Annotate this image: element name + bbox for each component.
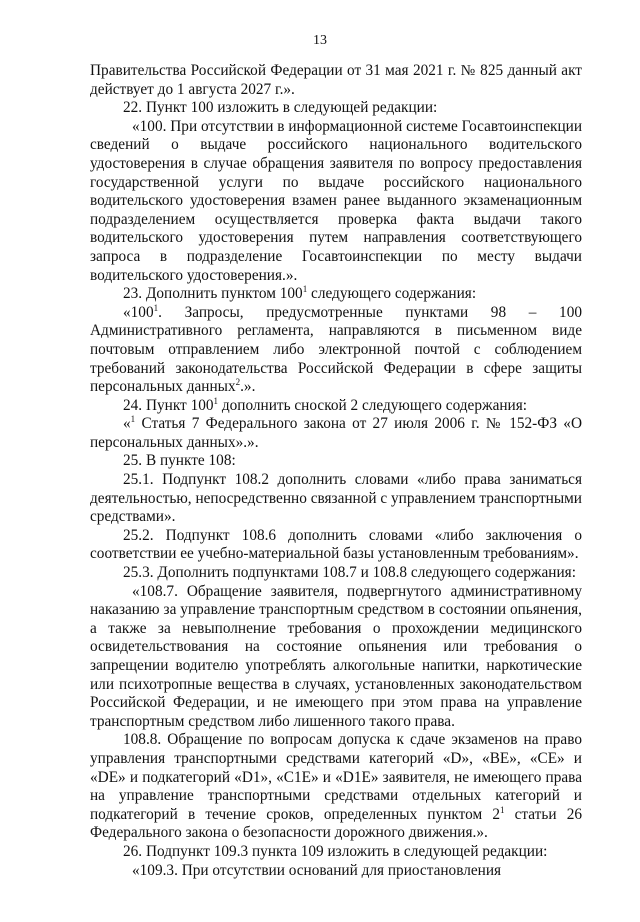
paragraph: 22. Пункт 100 изложить в следующей редакции: xyxy=(123,99,438,117)
superscript: 1 xyxy=(302,284,308,295)
paragraph xyxy=(90,397,582,416)
paragraph xyxy=(90,415,582,452)
paragraph xyxy=(90,304,582,397)
superscript: 1 xyxy=(130,414,136,425)
paragraph: 25.2. Подпункт 108.6 дополнить словами «либо заключения о соответствии ее учебно-материальной базы установленным требованиям». xyxy=(90,526,582,563)
superscript: 1 xyxy=(153,302,159,313)
text-run: 24. Пункт 100 xyxy=(123,396,214,414)
text-run: следующего содержания: xyxy=(307,285,477,303)
paragraph: «109.3. При отсутствии оснований для приостановления xyxy=(132,861,502,879)
text-run: дополнить сноской 2 следующего содержания: xyxy=(218,396,528,414)
text-run: Статья 7 Федерального закона от 27 июля 2006 г. № 152-ФЗ «О персональных данных».». xyxy=(90,415,582,451)
paragraph: «108.7. Обращение заявителя, подвергнутого административному наказанию за управление транспортным средством в состоянии опьянения, а также за невыполнение требования о прохождении медицинского освидетельствования на состояние опьянения или требования о запрещении водителю употреблять алкогольные напитки, наркотические или психотропные вещества в случаях, установленных законодательством Российской Федерации, и не имеющего при этом права на управление транспортным средством либо лишенного такого права. xyxy=(90,582,582,730)
text-run: . Запросы, предусмотренные пунктами 98 – 100 Административного регламента, направляются в письменном виде почтовым отправлением либо электронной почтой с соблюдением требований законодательства Российской Федерации в сфере защиты персональных данных xyxy=(90,303,582,396)
superscript: 1 xyxy=(213,395,219,406)
superscript: 1 xyxy=(499,804,505,815)
page-number: 13 xyxy=(313,33,327,48)
paragraph xyxy=(90,285,582,304)
text-run: статьи 26 Федерального закона о безопасности дорожного движения.». xyxy=(90,805,582,842)
paragraph xyxy=(90,731,582,843)
paragraph: 25.3. Дополнить подпунктами 108.7 и 108.8 следующего содержания: xyxy=(123,564,576,582)
paragraph: Правительства Российской Федерации от 31 мая 2021 г. № 825 данный акт действует до 1 августа 2027 г.». xyxy=(90,62,582,98)
paragraph: 26. Подпункт 109.3 пункта 109 изложить в следующей редакции: xyxy=(123,842,548,860)
text-run: 23. Дополнить пунктом 100 xyxy=(123,285,303,303)
text-run: «100 xyxy=(123,303,154,321)
document-body xyxy=(90,62,582,880)
footnote-marker: 2 xyxy=(235,377,241,387)
text-run: « xyxy=(123,415,131,433)
paragraph: 25.1. Подпункт 108.2 дополнить словами «либо права заниматься деятельностью, непосредственно связанной с управлением транспортными средствами». xyxy=(90,471,582,526)
paragraph: «100. При отсутствии в информационной системе Госавтоинспекции сведений о выдаче российского национального водительского удостоверения в случае обращения заявителя по вопросу предоставления государственной услуги по выдаче российского национального водительского удостоверения взамен ранее выданного экзаменационным подразделением осуществляется проверка факта выдачи такого водительского удостоверения путем направления соответствующего запроса в подразделение Госавтоинспекции по месту выдачи водительского удостоверения.». xyxy=(90,117,583,284)
paragraph: 25. В пункте 108: xyxy=(123,452,236,470)
text-run: .». xyxy=(240,378,256,396)
text-run: 108.8. Обращение по вопросам допуска к сдаче экзаменов на право управления транспортными средствами категорий «D», «BE», «CE» и «DE» и подкатегорий «D1», «C1E» и «D1E» заявителя, не имеющего права на управление транспортными средствами отдельных категорий и подкатегорий в течение сроков, определенных пунктом 2 xyxy=(90,731,582,823)
